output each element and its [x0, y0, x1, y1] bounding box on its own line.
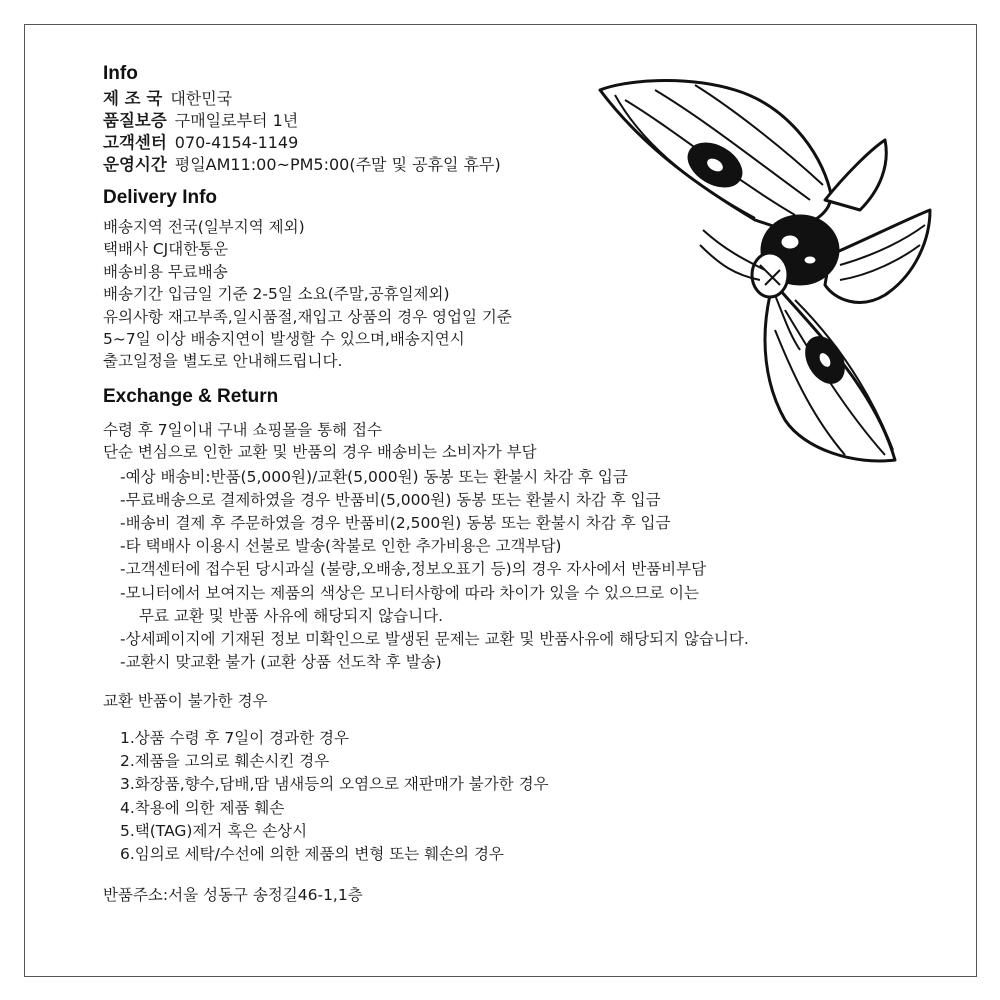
exchange-intro-line: 단순 변심으로 인한 교환 및 반품의 경우 배송비는 소비자가 부담: [103, 443, 537, 462]
not-allowed-item: 2.제품을 고의로 훼손시킨 경우: [120, 752, 330, 771]
delivery-line: 출고일정을 별도로 안내해드립니다.: [103, 352, 343, 371]
exchange-item: -타 택배사 이용시 선불로 발송(착불로 인한 추가비용은 고객부담): [120, 537, 562, 556]
not-allowed-item: 3.화장품,향수,담배,땀 냄새등의 오염으로 재판매가 불가한 경우: [120, 775, 549, 794]
exchange-item: -예상 배송비:반품(5,000원)/교환(5,000원) 동봉 또는 환불시 차감 후 입금: [120, 467, 628, 486]
not-allowed-item: 5.택(TAG)제거 혹은 손상시: [120, 821, 308, 840]
delivery-line: 유의사항 재고부족,일시품절,재입고 상품의 경우 영업일 기준: [103, 307, 512, 326]
not-allowed-title: 교환 반품이 불가한 경우: [103, 692, 268, 711]
exchange-intro-line: 수령 후 7일이내 구내 쇼핑몰을 통해 접수: [103, 420, 382, 439]
not-allowed-item: 1.상품 수령 후 7일이 경과한 경우: [120, 728, 349, 747]
delivery-line: 택배사 CJ대한통운: [103, 240, 229, 259]
info-row-customer-center: 고객센터 070-4154-1149: [103, 133, 299, 152]
content: [103, 60, 963, 907]
not-allowed-item: 4.착용에 의한 제품 훼손: [120, 798, 285, 817]
delivery-line: 배송비용 무료배송: [103, 262, 228, 281]
exchange-item: -모니터에서 보여지는 제품의 색상은 모니터사항에 따라 차이가 있을 수 있으므로 이는: [120, 583, 699, 602]
exchange-item-continuation: 무료 교환 및 반품 사유에 해당되지 않습니다.: [139, 606, 444, 625]
info-heading: Info: [103, 63, 138, 84]
not-allowed-item: 6.임의로 세탁/수선에 의한 제품의 변형 또는 훼손의 경우: [120, 844, 504, 863]
info-row-warranty: 품질보증 구매일로부터 1년: [103, 111, 299, 130]
exchange-heading: Exchange & Return: [103, 385, 279, 407]
exchange-item: -상세페이지에 기재된 정보 미확인으로 발생된 문제는 교환 및 반품사유에 해당되지 않습니다.: [120, 630, 749, 649]
delivery-line: 배송지역 전국(일부지역 제외): [103, 218, 305, 236]
info-row-origin: 제 조 국 대한민국: [103, 89, 233, 108]
exchange-item: -고객센터에 접수된 당시과실 (불량,오배송,정보오표기 등)의 경우 자사에서 반품비부담: [120, 560, 707, 579]
delivery-line: 배송기간 입금일 기준 2-5일 소요(주말,공휴일제외): [103, 285, 450, 304]
delivery-line: 5~7일 이상 배송지연이 발생할 수 있으며,배송지연시: [103, 330, 465, 349]
exchange-item: -무료배송으로 결제하였을 경우 반품비(5,000원) 동봉 또는 환불시 차감 후 입금: [120, 490, 661, 509]
exchange-item: -교환시 맞교환 불가 (교환 상품 선도착 후 발송): [120, 653, 442, 672]
return-address: 반품주소:서울 성동구 송정길46-1,1층: [103, 886, 363, 905]
delivery-heading: Delivery Info: [103, 187, 218, 208]
info-row-hours: 운영시간 평일AM11:00~PM5:00(주말 및 공휴일 휴무): [103, 155, 501, 174]
exchange-item: -배송비 결제 후 주문하였을 경우 반품비(2,500원) 동봉 또는 환불시 차감 후 입금: [120, 514, 671, 533]
